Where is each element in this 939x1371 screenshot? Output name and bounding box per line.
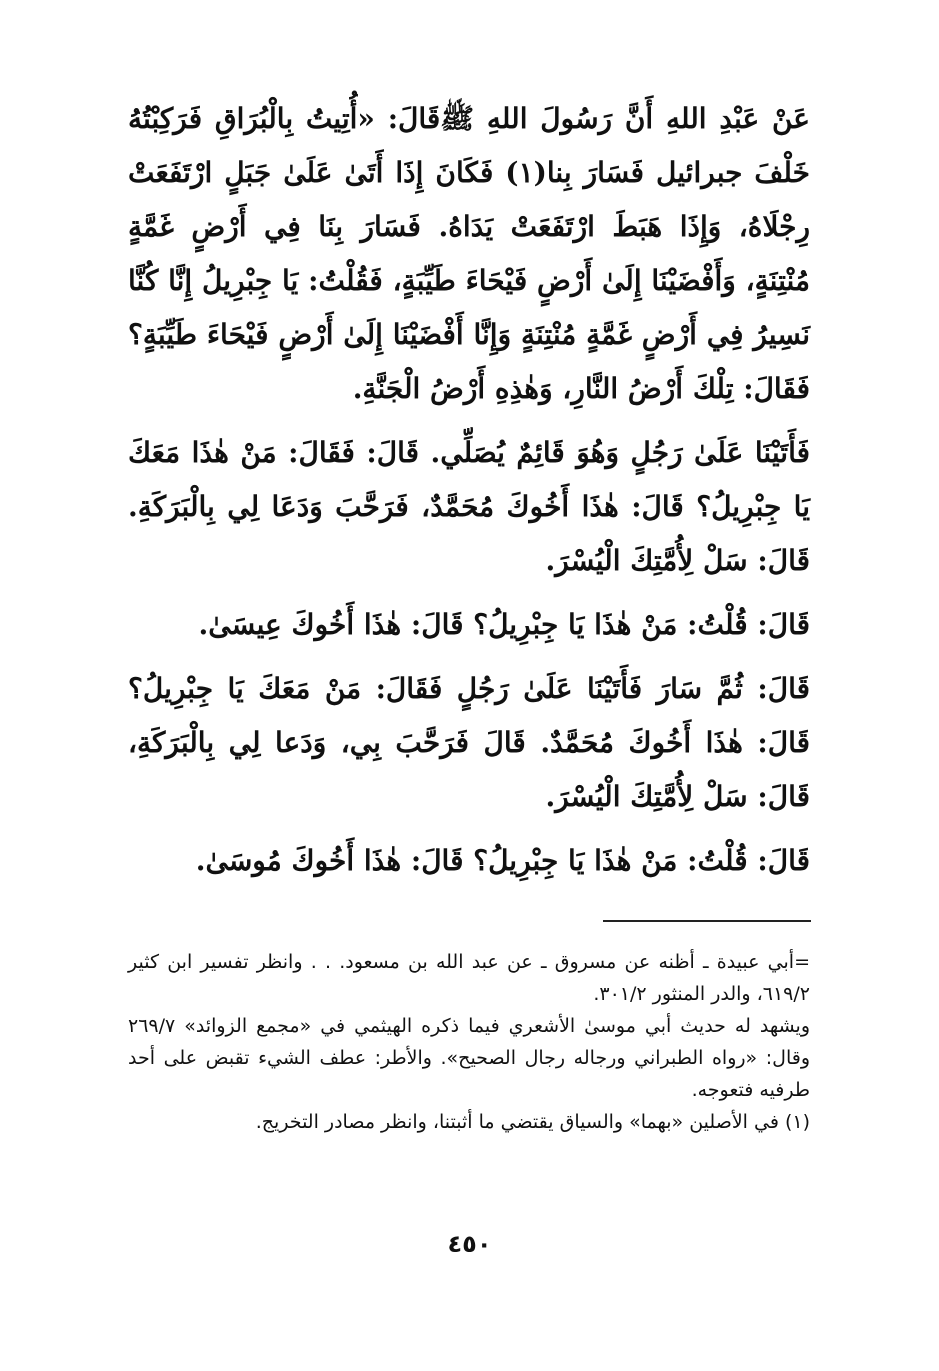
footnote-1: (١) في الأصلين «بهما» والسياق يقتضي ما أثبتنا، وانظر مصادر التخريج. [255,1111,810,1133]
footnote-divider [603,920,811,922]
paragraph-5: قَالَ: قُلْتُ: مَنْ هٰذَا يَا جِبْرِيلُ؟ قَالَ: هٰذَا أَخُوكَ مُوسَىٰ. [195,844,810,877]
hadith-text [128,92,810,888]
paragraph-4: قَالَ: ثُمَّ سَارَ فَأَتَيْنَا عَلَىٰ رَجُلٍ فَقَالَ: مَنْ مَعَكَ يَا جِبْرِيلُ؟ قَالَ: هٰذَا أَخُوكَ مُحَمَّدٌ. قَالَ فَرَحَّبَ بِي، وَدَعا لِي بِالْبَرَكَةِ، قَالَ: سَلْ لِأُمَّتِكَ الْيُسْرَ. [128,672,810,813]
main-text-block [128,92,810,898]
page-number: ٤٥٠ [447,1230,492,1258]
footnotes [128,946,810,1138]
paragraph-3: قَالَ: قُلْتُ: مَنْ هٰذَا يَا جِبْرِيلُ؟ قَالَ: هٰذَا أَخُوكَ عِيسَىٰ. [198,608,810,641]
paragraph-2: فَأَتَيْنَا عَلَىٰ رَجُلٍ وَهُوَ قَائِمٌ يُصَلِّي. قَالَ: فَقَالَ: مَنْ هٰذَا مَعَكَ يَا جِبْرِيلُ؟ قَالَ: هٰذَا أَخُوكَ مُحَمَّدٌ، فَرَحَّبَ وَدَعَا لِي بِالْبَرَكَةِ. قَالَ: سَلْ لِأُمَّتِكَ الْيُسْرَ. [128,436,810,577]
footnote-continuation: =أبي عبيدة ـ أظنه عن مسروق ـ عن عبد الله بن مسعود. . . وانظر تفسير ابن كثير ٦١٩/٢، والدر المنثور ٣٠١/٢. [128,951,810,1005]
paragraph-1: عَنْ عَبْدِ اللهِ أَنَّ رَسُولَ اللهِ ﷺقَالَ: «أُتِيتُ بِالْبُرَاقِ فَرَكِبْتُهُ خَلْفَ جبرائيل فَسَارَ بِنا(١) فَكَانَ إِذَا أَتَىٰ عَلَىٰ جَبَلٍ ارْتَفَعَتْ رِجْلَاهُ، وَإِذَا هَبَطَ ارْتَفَعَتْ يَدَاهُ. فَسَارَ بِنَا فِي أَرْضٍ غَمَّةٍ مُنْتِنَةٍ، وَأَفْضَيْنَا إِلَىٰ أَرْضٍ فَيْحَاءَ طَيِّبَةٍ، فَقُلْتُ: يَا جِبْرِيلُ إِنَّا كُنَّا نَسِيرُ فِي أَرْضٍ غَمَّةٍ مُنْتِنَةٍ وَإِنَّا أَفْضَيْنَا إِلَىٰ أَرْضٍ فَيْحَاءَ طَيِّبَةٍ؟ فَقَالَ: تِلْكَ أَرْضُ النَّارِ، وَهٰذِهِ أَرْضُ الْجَنَّةِ. [128,102,810,405]
footnote-supporting-hadith: ويشهد له حديث أبي موسىٰ الأشعري فيما ذكره الهيثمي في «مجمع الزوائد» ٢٦٩/٧ وقال: «رواه الطبراني ورجاله رجال الصحيح». والأطر: عطف الشيء تقبض على أحد طرفيه فتعوجه. [128,1015,810,1101]
